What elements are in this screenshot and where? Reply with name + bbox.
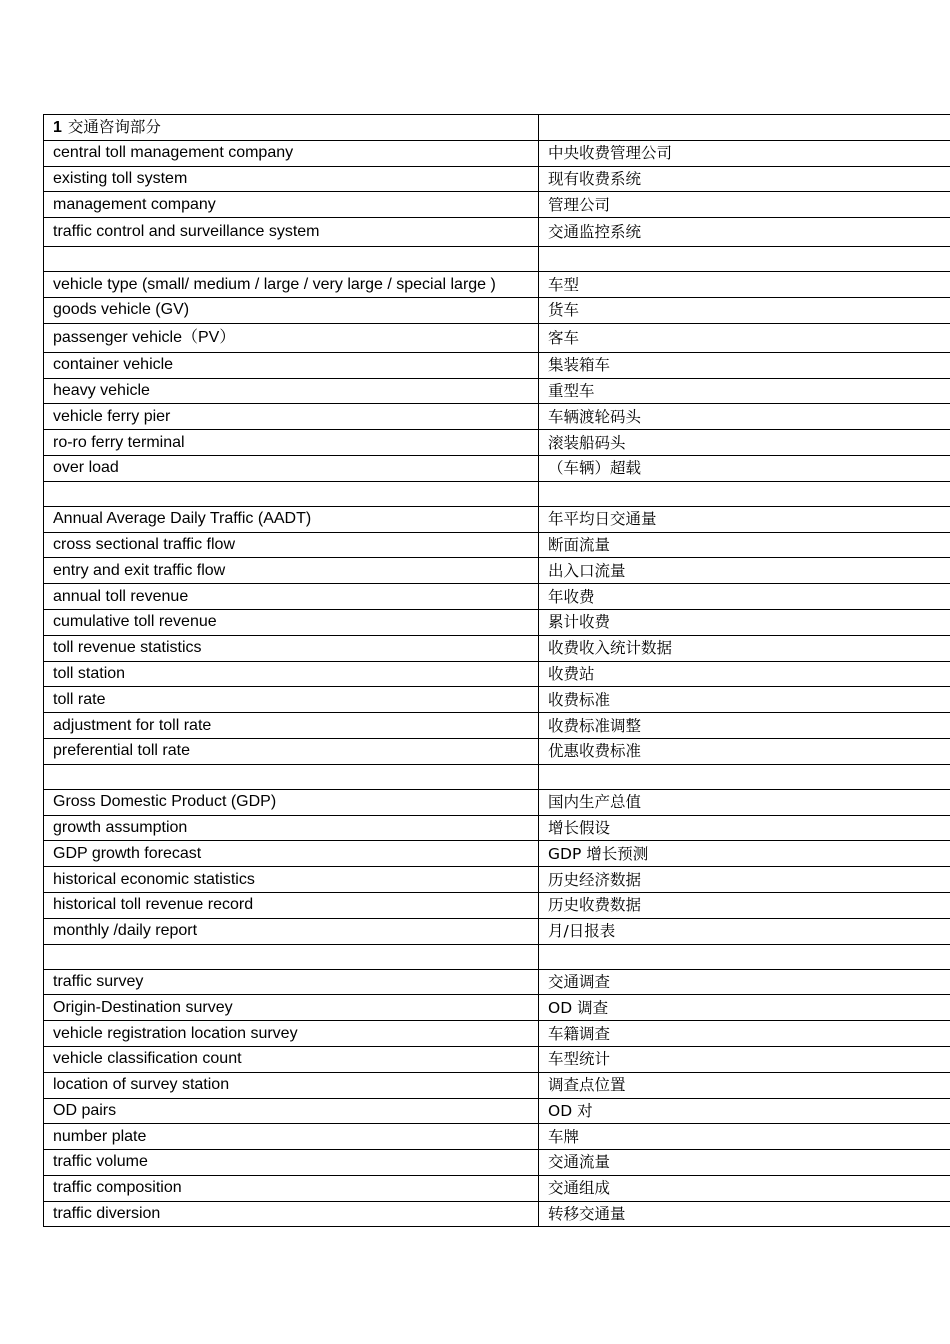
table-row (44, 661, 950, 687)
chinese-term-cell: 现有收费系统 (539, 166, 950, 192)
chinese-term-cell: GDP 增长预测 (539, 841, 950, 867)
chinese-term-cell: 断面流量 (539, 532, 950, 558)
english-term-cell: annual toll revenue (44, 584, 539, 610)
table-row (44, 430, 950, 456)
spacer-row (44, 764, 950, 789)
english-term-cell: traffic diversion (44, 1201, 539, 1227)
english-term-cell: historical economic statistics (44, 867, 539, 893)
english-term-cell: toll rate (44, 687, 539, 713)
english-term-cell: historical toll revenue record (44, 892, 539, 918)
glossary-table (43, 114, 950, 1227)
english-term-cell (44, 944, 539, 969)
table-row (44, 995, 950, 1021)
english-term-cell: vehicle type (small/ medium / large / very large / special large ) (44, 272, 539, 298)
chinese-term-cell: 交通监控系统 (539, 218, 950, 247)
english-term-cell: preferential toll rate (44, 738, 539, 764)
english-term-cell: toll revenue statistics (44, 635, 539, 661)
table-row (44, 918, 950, 944)
english-term-cell: traffic volume (44, 1150, 539, 1176)
chinese-term-cell: 车辆渡轮码头 (539, 404, 950, 430)
table-row (44, 789, 950, 815)
chinese-term-cell: 车型 (539, 272, 950, 298)
table-row (44, 584, 950, 610)
table-row (44, 713, 950, 739)
chinese-term-cell: 交通组成 (539, 1175, 950, 1201)
english-term-cell: cumulative toll revenue (44, 609, 539, 635)
english-term-cell: OD pairs (44, 1098, 539, 1124)
chinese-term-cell: 车型统计 (539, 1046, 950, 1072)
chinese-term-cell (539, 247, 950, 272)
chinese-term-cell: 集装箱车 (539, 352, 950, 378)
english-term-cell: management company (44, 192, 539, 218)
chinese-term-cell: 年收费 (539, 584, 950, 610)
spacer-row (44, 247, 950, 272)
table-row (44, 140, 950, 166)
chinese-term-cell: OD 对 (539, 1098, 950, 1124)
chinese-term-cell (539, 481, 950, 506)
table-row (44, 352, 950, 378)
chinese-term-cell: 滚装船码头 (539, 430, 950, 456)
table-row (44, 218, 950, 247)
chinese-term-cell: 重型车 (539, 378, 950, 404)
english-term-cell: GDP growth forecast (44, 841, 539, 867)
table-row (44, 404, 950, 430)
english-term-cell: vehicle ferry pier (44, 404, 539, 430)
chinese-term-cell: 中央收费管理公司 (539, 140, 950, 166)
english-term-cell: growth assumption (44, 815, 539, 841)
table-row (44, 892, 950, 918)
table-row (44, 1201, 950, 1227)
chinese-term-cell: 交通调查 (539, 969, 950, 995)
table-row (44, 532, 950, 558)
table-row (44, 506, 950, 532)
english-term-cell: number plate (44, 1124, 539, 1150)
chinese-term-cell: OD 调查 (539, 995, 950, 1021)
chinese-term-cell: 客车 (539, 323, 950, 352)
table-row (44, 272, 950, 298)
chinese-term-cell: 交通流量 (539, 1150, 950, 1176)
english-term-cell: heavy vehicle (44, 378, 539, 404)
chinese-term-cell: 历史收费数据 (539, 892, 950, 918)
chinese-term-cell: 调查点位置 (539, 1072, 950, 1098)
english-term-cell: traffic composition (44, 1175, 539, 1201)
table-row (44, 1175, 950, 1201)
glossary-body (44, 115, 950, 1227)
english-term-cell: traffic control and surveillance system (44, 218, 539, 247)
table-row (44, 841, 950, 867)
table-row (44, 1150, 950, 1176)
chinese-term-cell: 收费标准调整 (539, 713, 950, 739)
english-term-cell: adjustment for toll rate (44, 713, 539, 739)
table-row (44, 558, 950, 584)
english-term-cell: vehicle registration location survey (44, 1021, 539, 1047)
chinese-term-cell: 年平均日交通量 (539, 506, 950, 532)
table-row (44, 1046, 950, 1072)
table-row (44, 1124, 950, 1150)
chinese-term-cell (539, 944, 950, 969)
chinese-term-cell: 转移交通量 (539, 1201, 950, 1227)
table-row (44, 609, 950, 635)
table-row (44, 297, 950, 323)
chinese-term-cell: 车牌 (539, 1124, 950, 1150)
table-row (44, 815, 950, 841)
chinese-term-cell: 出入口流量 (539, 558, 950, 584)
english-term-cell (44, 764, 539, 789)
chinese-term-cell: 管理公司 (539, 192, 950, 218)
english-term-cell: vehicle classification count (44, 1046, 539, 1072)
table-row (44, 738, 950, 764)
chinese-term-cell: 车籍调查 (539, 1021, 950, 1047)
table-row (44, 1021, 950, 1047)
table-row (44, 687, 950, 713)
table-row (44, 1072, 950, 1098)
table-row (44, 969, 950, 995)
chinese-term-cell: 优惠收费标准 (539, 738, 950, 764)
english-term-cell: goods vehicle (GV) (44, 297, 539, 323)
chinese-term-cell: 国内生产总值 (539, 789, 950, 815)
section-number: 1 (53, 118, 62, 136)
english-term-cell: entry and exit traffic flow (44, 558, 539, 584)
english-term-cell: container vehicle (44, 352, 539, 378)
section-header-row (44, 115, 950, 141)
english-term-cell: Origin-Destination survey (44, 995, 539, 1021)
english-term-cell: location of survey station (44, 1072, 539, 1098)
english-term-cell: existing toll system (44, 166, 539, 192)
chinese-term-cell: 货车 (539, 297, 950, 323)
chinese-term-cell: （车辆）超载 (539, 455, 950, 481)
english-term-cell: ro-ro ferry terminal (44, 430, 539, 456)
english-term-cell: monthly /daily report (44, 918, 539, 944)
table-row (44, 455, 950, 481)
section-header-empty-cell (539, 115, 950, 141)
english-term-cell: Gross Domestic Product (GDP) (44, 789, 539, 815)
table-row (44, 635, 950, 661)
english-term-cell (44, 481, 539, 506)
english-term-cell: cross sectional traffic flow (44, 532, 539, 558)
english-term-cell: Annual Average Daily Traffic (AADT) (44, 506, 539, 532)
spacer-row (44, 481, 950, 506)
table-row (44, 378, 950, 404)
english-term-cell: traffic survey (44, 969, 539, 995)
section-title: 交通咨询部分 (67, 117, 161, 136)
english-term-cell: passenger vehicle（PV） (44, 323, 539, 352)
english-term-cell (44, 247, 539, 272)
section-header-cell (44, 115, 539, 141)
english-term-cell: over load (44, 455, 539, 481)
english-term-cell: toll station (44, 661, 539, 687)
chinese-term-cell: 增长假设 (539, 815, 950, 841)
chinese-term-cell: 收费收入统计数据 (539, 635, 950, 661)
chinese-term-cell: 月/日报表 (539, 918, 950, 944)
chinese-term-cell (539, 764, 950, 789)
english-term-cell: central toll management company (44, 140, 539, 166)
table-row (44, 192, 950, 218)
chinese-term-cell: 收费标准 (539, 687, 950, 713)
table-row (44, 323, 950, 352)
chinese-term-cell: 累计收费 (539, 609, 950, 635)
table-row (44, 166, 950, 192)
table-row (44, 867, 950, 893)
chinese-term-cell: 历史经济数据 (539, 867, 950, 893)
chinese-term-cell: 收费站 (539, 661, 950, 687)
spacer-row (44, 944, 950, 969)
table-row (44, 1098, 950, 1124)
